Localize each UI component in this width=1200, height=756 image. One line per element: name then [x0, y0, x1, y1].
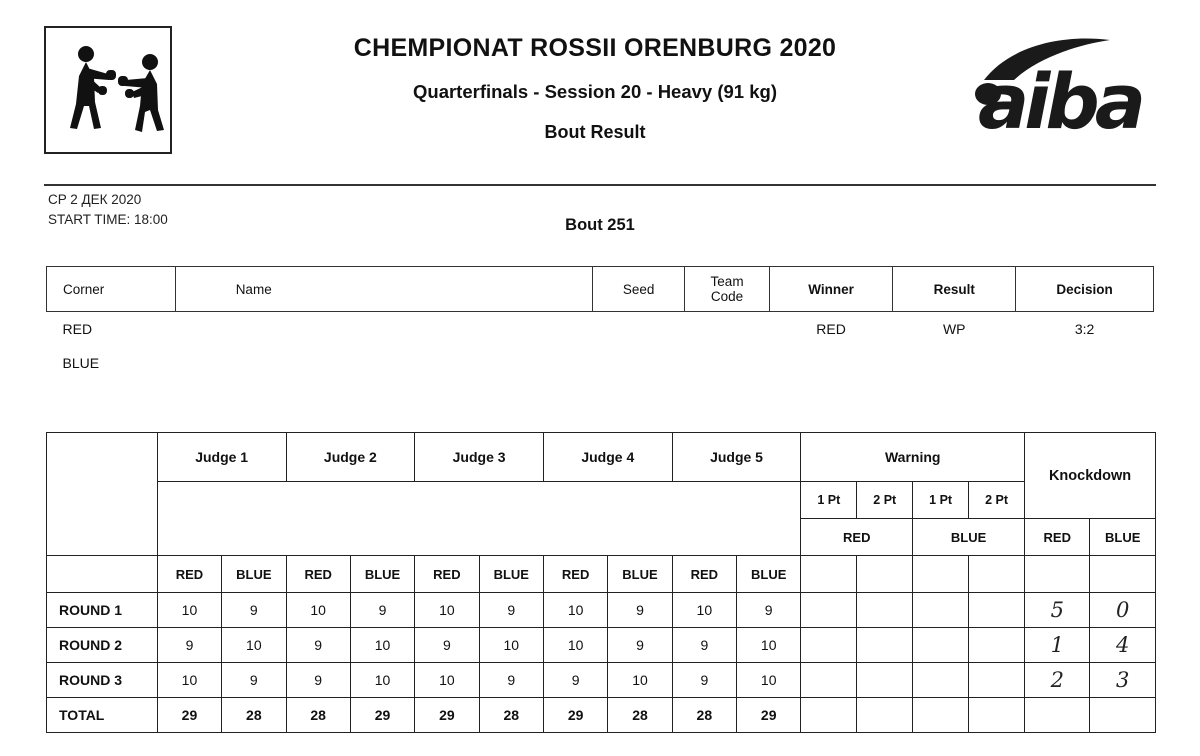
- r2-j4-red: 10: [543, 628, 607, 663]
- r2-j2-red: 9: [286, 628, 350, 663]
- r2-j3-blue: 10: [479, 628, 543, 663]
- warning-red-header: RED: [801, 519, 913, 556]
- r1-j5-red: 10: [672, 593, 736, 628]
- r3-j1-red: 10: [157, 663, 221, 698]
- round-2-label: ROUND 2: [47, 628, 158, 663]
- row-blue-winner: [769, 346, 893, 380]
- r1-j4-red: 10: [543, 593, 607, 628]
- corner-header-result: Result: [893, 267, 1016, 312]
- document-header: [0, 0, 1200, 150]
- table-row: [47, 663, 1156, 698]
- row-red-corner: RED: [62, 321, 93, 338]
- table-row: [47, 593, 1156, 628]
- r1-j4-blue: 9: [608, 593, 672, 628]
- warning-header: Warning: [801, 433, 1025, 482]
- warning-red-1pt-header: 1 Pt: [801, 482, 857, 519]
- judge-3-blue-header: BLUE: [479, 556, 543, 593]
- title-block: [200, 34, 990, 143]
- scorecard-table-container: [46, 432, 1156, 733]
- row-red-decision: 3:2: [1074, 321, 1095, 338]
- warning-blue-2pt-header: 2 Pt: [969, 482, 1025, 519]
- warning-blue-header: BLUE: [913, 519, 1025, 556]
- page-subtitle: Quarterfinals - Session 20 - Heavy (91 kg): [413, 81, 777, 102]
- judge-1-header: Judge 1: [157, 433, 286, 482]
- judge-1-red-header: RED: [157, 556, 221, 593]
- row-red-name: [175, 312, 592, 347]
- bout-number: Bout 251: [565, 216, 635, 234]
- row-red-team-code: [685, 312, 769, 347]
- r1-j5-blue: 9: [737, 593, 801, 628]
- total-j2-blue: 29: [350, 698, 414, 733]
- r3-j4-blue: 10: [608, 663, 672, 698]
- warning-red-2pt-header: 2 Pt: [857, 482, 913, 519]
- knockdown-header: Knockdown: [1025, 433, 1156, 519]
- boxers-logo-graphic: [46, 28, 170, 152]
- total-j4-red: 29: [543, 698, 607, 733]
- corner-table-header-row: [47, 267, 1154, 312]
- scorecard-table: [46, 432, 1156, 733]
- r2-warn-blue-1pt: [913, 628, 969, 663]
- r2-j1-red: 9: [157, 628, 221, 663]
- bout-start-time: START TIME: 18:00: [48, 211, 168, 227]
- total-warn-blue-2pt: [969, 698, 1025, 733]
- r3-warn-blue-2pt: [969, 663, 1025, 698]
- judge-4-header: Judge 4: [543, 433, 672, 482]
- corner-header-name: Name: [175, 267, 592, 312]
- r3-kd-red: 2: [1025, 663, 1090, 698]
- r3-warn-blue-1pt: [913, 663, 969, 698]
- row-red-seed: [592, 312, 684, 347]
- r3-warn-red-2pt: [857, 663, 913, 698]
- r3-j3-blue: 9: [479, 663, 543, 698]
- scorecard-color-row: [47, 556, 1156, 593]
- total-label: TOTAL: [47, 698, 158, 733]
- r1-j1-blue: 9: [222, 593, 286, 628]
- judge-5-blue-header: BLUE: [737, 556, 801, 593]
- judge-3-red-header: RED: [415, 556, 479, 593]
- r1-warn-red-2pt: [857, 593, 913, 628]
- judge-4-red-header: RED: [543, 556, 607, 593]
- r1-j1-red: 10: [157, 593, 221, 628]
- r2-j2-blue: 10: [350, 628, 414, 663]
- scorecard-header-row-2: [47, 482, 1156, 519]
- r3-warn-red-1pt: [801, 663, 857, 698]
- total-j1-blue: 28: [222, 698, 286, 733]
- total-warn-red-2pt: [857, 698, 913, 733]
- row-red-result: WP: [942, 321, 966, 338]
- aiba-wordmark: aiba: [978, 57, 1142, 146]
- corner-header-seed: Seed: [592, 267, 684, 312]
- total-kd-blue: [1090, 698, 1156, 733]
- r1-j2-red: 10: [286, 593, 350, 628]
- r3-j4-red: 9: [543, 663, 607, 698]
- corner-table-container: [46, 266, 1154, 380]
- r2-warn-blue-2pt: [969, 628, 1025, 663]
- corner-header-team-code: [685, 267, 769, 312]
- aiba-logo: [970, 28, 1150, 148]
- warning-blue-1pt-header: 1 Pt: [913, 482, 969, 519]
- total-j3-blue: 28: [479, 698, 543, 733]
- row-blue-corner: BLUE: [62, 355, 100, 372]
- corner-header-corner: Corner: [47, 267, 176, 312]
- corner-header-winner: Winner: [769, 267, 893, 312]
- total-kd-red: [1025, 698, 1090, 733]
- corner-table: [46, 266, 1154, 380]
- r1-warn-blue-2pt: [969, 593, 1025, 628]
- row-blue-seed: [592, 346, 684, 380]
- r2-kd-blue: 4: [1090, 628, 1156, 663]
- r2-warn-red-2pt: [857, 628, 913, 663]
- judge-3-header: Judge 3: [415, 433, 544, 482]
- row-red-winner: RED: [816, 321, 846, 338]
- r3-j2-blue: 10: [350, 663, 414, 698]
- knockdown-red-header: RED: [1025, 519, 1090, 556]
- r1-j2-blue: 9: [350, 593, 414, 628]
- r1-j3-red: 10: [415, 593, 479, 628]
- round-1-label: ROUND 1: [47, 593, 158, 628]
- r3-j2-red: 9: [286, 663, 350, 698]
- row-blue-team-code: [685, 346, 769, 380]
- row-blue-name: [175, 346, 592, 380]
- judge-2-blue-header: BLUE: [350, 556, 414, 593]
- row-blue-result: [893, 346, 1016, 380]
- r3-j1-blue: 9: [222, 663, 286, 698]
- r3-kd-blue: 3: [1090, 663, 1156, 698]
- r3-j3-red: 10: [415, 663, 479, 698]
- r1-kd-red: 5: [1025, 593, 1090, 628]
- r2-j1-blue: 10: [222, 628, 286, 663]
- table-row: [47, 628, 1156, 663]
- header-divider: [44, 184, 1156, 186]
- document-type: Bout Result: [544, 122, 646, 142]
- r1-warn-red-1pt: [801, 593, 857, 628]
- scorecard-header-row-1: [47, 433, 1156, 482]
- r1-warn-blue-1pt: [913, 593, 969, 628]
- judge-2-header: Judge 2: [286, 433, 415, 482]
- page-title: CHEMPIONAT ROSSII ORENBURG 2020: [353, 34, 837, 62]
- team-code-line1: Team: [710, 274, 744, 289]
- total-j4-blue: 28: [608, 698, 672, 733]
- judge-5-red-header: RED: [672, 556, 736, 593]
- team-code-line2: Code: [710, 289, 744, 305]
- judge-2-red-header: RED: [286, 556, 350, 593]
- total-j3-red: 29: [415, 698, 479, 733]
- r3-j5-blue: 10: [737, 663, 801, 698]
- r2-warn-red-1pt: [801, 628, 857, 663]
- total-j2-red: 28: [286, 698, 350, 733]
- total-j5-red: 28: [672, 698, 736, 733]
- scorecard-corner-cell: [47, 433, 158, 556]
- total-j1-red: 29: [157, 698, 221, 733]
- row-blue-decision: [1016, 346, 1154, 380]
- r1-kd-blue: 0: [1090, 593, 1156, 628]
- table-row: [47, 346, 1154, 380]
- knockdown-blue-header: BLUE: [1090, 519, 1156, 556]
- r2-j3-red: 9: [415, 628, 479, 663]
- corner-header-decision: Decision: [1016, 267, 1154, 312]
- total-warn-blue-1pt: [913, 698, 969, 733]
- r2-j5-blue: 10: [737, 628, 801, 663]
- r1-j3-blue: 9: [479, 593, 543, 628]
- table-row: [47, 312, 1154, 347]
- total-j5-blue: 29: [737, 698, 801, 733]
- boxers-logo: [44, 26, 172, 154]
- bout-date: CP 2 ДЕК 2020: [48, 192, 142, 207]
- total-warn-red-1pt: [801, 698, 857, 733]
- round-3-label: ROUND 3: [47, 663, 158, 698]
- judge-4-blue-header: BLUE: [608, 556, 672, 593]
- r2-j4-blue: 9: [608, 628, 672, 663]
- judge-5-header: Judge 5: [672, 433, 801, 482]
- r2-j5-red: 9: [672, 628, 736, 663]
- table-row: [47, 698, 1156, 733]
- r3-j5-red: 9: [672, 663, 736, 698]
- judge-1-blue-header: BLUE: [222, 556, 286, 593]
- r2-kd-red: 1: [1025, 628, 1090, 663]
